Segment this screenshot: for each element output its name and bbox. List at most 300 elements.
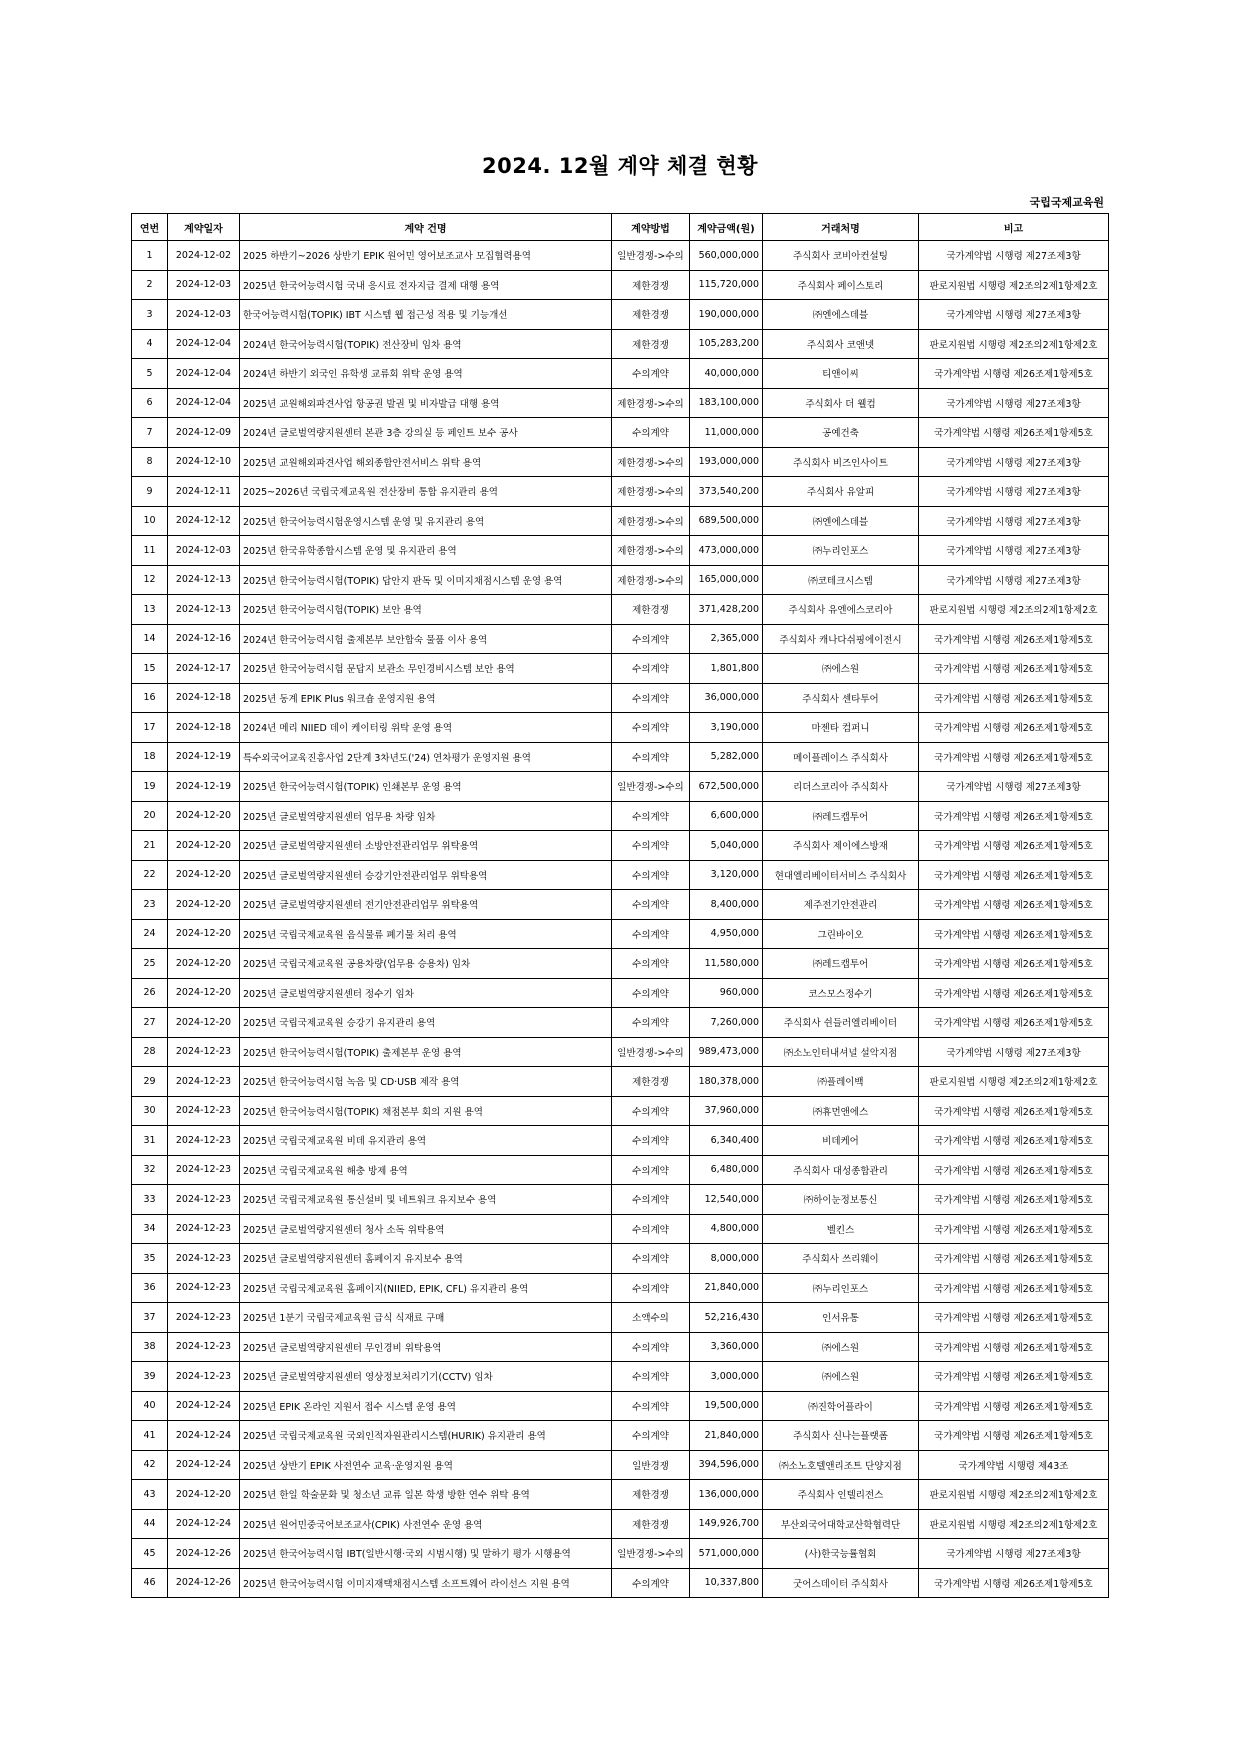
cell-amount: 5,040,000 [690,831,763,861]
cell-amount: 40,000,000 [690,359,763,389]
cell-method: 수의계약 [612,654,690,684]
cell-amount: 8,000,000 [690,1244,763,1274]
cell-date: 2024-12-20 [168,1008,240,1038]
cell-remarks: 국가계약법 시행령 제26조제1항제5호 [919,978,1109,1008]
cell-vendor: ㈜플레이백 [763,1067,919,1097]
cell-date: 2024-12-17 [168,654,240,684]
cell-amount: 473,000,000 [690,536,763,566]
table-row [132,742,1109,772]
cell-remarks: 국가계약법 시행령 제26조제1항제5호 [919,1155,1109,1185]
cell-vendor: 주식회사 대성종합관리 [763,1155,919,1185]
cell-amount: 11,000,000 [690,418,763,448]
cell-amount: 3,120,000 [690,860,763,890]
table-row [132,1008,1109,1038]
cell-remarks: 판로지원법 시행령 제2조의2제1항제2호 [919,1067,1109,1097]
cell-amount: 989,473,000 [690,1037,763,1067]
cell-vendor: 주식회사 센타투어 [763,683,919,713]
cell-remarks: 판로지원법 시행령 제2조의2제1항제2호 [919,270,1109,300]
cell-method: 수의계약 [612,742,690,772]
cell-vendor: 주식회사 제이에스방재 [763,831,919,861]
cell-date: 2024-12-16 [168,624,240,654]
cell-no: 8 [132,447,168,477]
table-row [132,1273,1109,1303]
cell-method: 수의계약 [612,978,690,1008]
cell-method: 소액수의 [612,1303,690,1333]
cell-method: 수의계약 [612,890,690,920]
cell-no: 26 [132,978,168,1008]
cell-amount: 37,960,000 [690,1096,763,1126]
cell-vendor: 주식회사 더 웰컴 [763,388,919,418]
organization-name: 국립국제교육원 [1029,196,1104,209]
cell-no: 11 [132,536,168,566]
cell-amount: 6,600,000 [690,801,763,831]
cell-date: 2024-12-03 [168,300,240,330]
table-row [132,388,1109,418]
cell-method: 수의계약 [612,418,690,448]
cell-method: 수의계약 [612,713,690,743]
cell-vendor: 주식회사 코앤넷 [763,329,919,359]
cell-date: 2024-12-09 [168,418,240,448]
cell-method: 수의계약 [612,624,690,654]
cell-method: 제한경쟁 [612,329,690,359]
cell-amount: 115,720,000 [690,270,763,300]
cell-no: 2 [132,270,168,300]
cell-method: 일반경쟁->수의 [612,1037,690,1067]
table-row [132,1214,1109,1244]
cell-amount: 2,365,000 [690,624,763,654]
cell-contract-name: 2025년 한국어능력시험 녹음 및 CD·USB 제작 용역 [240,1067,612,1097]
cell-contract-name: 2025년 국립국제교육원 통신설비 및 네트워크 유지보수 용역 [240,1185,612,1215]
table-row [132,1362,1109,1392]
cell-remarks: 국가계약법 시행령 제26조제1항제5호 [919,624,1109,654]
cell-contract-name: 2025년 상반기 EPIK 사전연수 교육·운영지원 용역 [240,1450,612,1480]
table-row [132,359,1109,389]
table-row [132,447,1109,477]
cell-vendor: 리더스코리아 주식회사 [763,772,919,802]
table-row [132,1332,1109,1362]
cell-remarks: 국가계약법 시행령 제26조제1항제5호 [919,654,1109,684]
cell-contract-name: 2025년 글로벌역량지원센터 승강기안전관리업무 위탁용역 [240,860,612,890]
cell-date: 2024-12-04 [168,388,240,418]
cell-method: 수의계약 [612,1244,690,1274]
cell-contract-name: 2025년 글로벌역량지원센터 전기안전관리업무 위탁용역 [240,890,612,920]
table-row [132,1391,1109,1421]
table-body [132,241,1109,1598]
cell-method: 제한경쟁->수의 [612,477,690,507]
cell-method: 일반경쟁->수의 [612,1539,690,1569]
cell-date: 2024-12-20 [168,1480,240,1510]
cell-amount: 19,500,000 [690,1391,763,1421]
cell-vendor: ㈜코테크시스템 [763,565,919,595]
cell-amount: 373,540,200 [690,477,763,507]
cell-remarks: 국가계약법 시행령 제26조제1항제5호 [919,1332,1109,1362]
cell-no: 28 [132,1037,168,1067]
cell-method: 수의계약 [612,801,690,831]
cell-vendor: 메이플레이스 주식회사 [763,742,919,772]
cell-no: 6 [132,388,168,418]
cell-vendor: 주식회사 코비아컨설팅 [763,241,919,271]
cell-remarks: 국가계약법 시행령 제27조제3항 [919,388,1109,418]
cell-contract-name: 2024년 한국어능력시험 출제본부 보안합숙 물품 이사 용역 [240,624,612,654]
table-row [132,418,1109,448]
cell-remarks: 국가계약법 시행령 제26조제1항제5호 [919,801,1109,831]
table-row [132,624,1109,654]
cell-remarks: 국가계약법 시행령 제27조제3항 [919,447,1109,477]
cell-no: 34 [132,1214,168,1244]
cell-vendor: ㈜진학어플라이 [763,1391,919,1421]
cell-contract-name: 2025년 글로벌역량지원센터 소방안전관리업무 위탁용역 [240,831,612,861]
cell-contract-name: 2024년 글로벌역량지원센터 본관 3층 강의실 등 페인트 보수 공사 [240,418,612,448]
cell-method: 수의계약 [612,1155,690,1185]
cell-contract-name: 2025년 국립국제교육원 해충 방제 용역 [240,1155,612,1185]
cell-date: 2024-12-20 [168,831,240,861]
cell-vendor: 부산외국어대학교산학협력단 [763,1509,919,1539]
cell-remarks: 국가계약법 시행령 제26조제1항제5호 [919,890,1109,920]
cell-amount: 3,000,000 [690,1362,763,1392]
cell-amount: 4,950,000 [690,919,763,949]
cell-method: 제한경쟁->수의 [612,506,690,536]
table-row [132,1155,1109,1185]
cell-no: 13 [132,595,168,625]
cell-method: 수의계약 [612,1214,690,1244]
cell-remarks: 판로지원법 시행령 제2조의2제1항제2호 [919,1509,1109,1539]
table-row [132,595,1109,625]
cell-contract-name: 2025년 한국어능력시험 이미지재택채점시스템 소프트웨어 라이선스 지원 용역 [240,1568,612,1598]
cell-date: 2024-12-23 [168,1037,240,1067]
cell-amount: 136,000,000 [690,1480,763,1510]
cell-amount: 180,378,000 [690,1067,763,1097]
cell-contract-name: 2025년 국립국제교육원 공용차량(업무용 승용차) 임차 [240,949,612,979]
cell-contract-name: 2025년 교원해외파견사업 해외종합안전서비스 위탁 용역 [240,447,612,477]
cell-date: 2024-12-23 [168,1362,240,1392]
cell-method: 수의계약 [612,359,690,389]
cell-amount: 371,428,200 [690,595,763,625]
cell-contract-name: 2025년 글로벌역량지원센터 업무용 차량 임차 [240,801,612,831]
cell-date: 2024-12-20 [168,860,240,890]
cell-no: 42 [132,1450,168,1480]
cell-contract-name: 2025년 글로벌역량지원센터 영상정보처리기기(CCTV) 임차 [240,1362,612,1392]
header-vendor: 거래처명 [763,214,919,241]
cell-amount: 689,500,000 [690,506,763,536]
cell-no: 36 [132,1273,168,1303]
cell-no: 27 [132,1008,168,1038]
cell-remarks: 국가계약법 시행령 제27조제3항 [919,565,1109,595]
cell-no: 12 [132,565,168,595]
cell-amount: 183,100,000 [690,388,763,418]
cell-contract-name: 2025년 한국어능력시험 IBT(일반시행·국외 시범시행) 및 말하기 평가 시행용역 [240,1539,612,1569]
table-row [132,1303,1109,1333]
cell-contract-name: 2025~2026년 국립국제교육원 전산장비 통합 유지관리 용역 [240,477,612,507]
cell-amount: 672,500,000 [690,772,763,802]
cell-date: 2024-12-18 [168,683,240,713]
table-row [132,713,1109,743]
table-row [132,1185,1109,1215]
cell-remarks: 국가계약법 시행령 제26조제1항제5호 [919,1391,1109,1421]
cell-remarks: 판로지원법 시행령 제2조의2제1항제2호 [919,329,1109,359]
cell-remarks: 국가계약법 시행령 제26조제1항제5호 [919,1244,1109,1274]
table-row [132,683,1109,713]
table-row [132,329,1109,359]
cell-contract-name: 2025년 한국어능력시험 국내 응시료 전자지급 결제 대행 용역 [240,270,612,300]
cell-method: 제한경쟁 [612,595,690,625]
cell-contract-name: 2025 하반기~2026 상반기 EPIK 원어민 영어보조교사 모집협력용역 [240,241,612,271]
cell-date: 2024-12-26 [168,1568,240,1598]
cell-contract-name: 2025년 한국어능력시험운영시스템 운영 및 유지관리 용역 [240,506,612,536]
cell-date: 2024-12-11 [168,477,240,507]
cell-method: 제한경쟁->수의 [612,565,690,595]
cell-remarks: 판로지원법 시행령 제2조의2제1항제2호 [919,595,1109,625]
cell-remarks: 국가계약법 시행령 제26조제1항제5호 [919,1096,1109,1126]
table-row [132,1509,1109,1539]
cell-no: 20 [132,801,168,831]
cell-no: 23 [132,890,168,920]
cell-contract-name: 특수외국어교육진흥사업 2단계 3차년도('24) 연차평가 운영지원 용역 [240,742,612,772]
cell-contract-name: 2025년 한국유학종합시스템 운영 및 유지관리 용역 [240,536,612,566]
cell-method: 수의계약 [612,1568,690,1598]
cell-remarks: 국가계약법 시행령 제26조제1항제5호 [919,418,1109,448]
cell-method: 일반경쟁 [612,1450,690,1480]
cell-vendor: 티앤이씨 [763,359,919,389]
cell-contract-name: 2025년 국립국제교육원 음식물류 폐기물 처리 용역 [240,919,612,949]
cell-remarks: 판로지원법 시행령 제2조의2제1항제2호 [919,1480,1109,1510]
cell-contract-name: 2024년 하반기 외국인 유학생 교류회 위탁 운영 용역 [240,359,612,389]
cell-remarks: 국가계약법 시행령 제27조제3항 [919,536,1109,566]
cell-remarks: 국가계약법 시행령 제26조제1항제5호 [919,1303,1109,1333]
cell-no: 29 [132,1067,168,1097]
cell-date: 2024-12-24 [168,1450,240,1480]
cell-contract-name: 2025년 EPIK 온라인 지원서 접수 시스템 운영 용역 [240,1391,612,1421]
cell-date: 2024-12-13 [168,595,240,625]
cell-remarks: 국가계약법 시행령 제26조제1항제5호 [919,683,1109,713]
cell-remarks: 국가계약법 시행령 제26조제1항제5호 [919,919,1109,949]
cell-method: 수의계약 [612,1421,690,1451]
cell-vendor: ㈜휴먼앤에스 [763,1096,919,1126]
cell-date: 2024-12-20 [168,978,240,1008]
cell-method: 수의계약 [612,831,690,861]
cell-method: 제한경쟁 [612,1480,690,1510]
cell-date: 2024-12-12 [168,506,240,536]
table-row [132,1480,1109,1510]
cell-date: 2024-12-23 [168,1185,240,1215]
cell-date: 2024-12-23 [168,1214,240,1244]
cell-method: 수의계약 [612,860,690,890]
cell-remarks: 국가계약법 시행령 제27조제3항 [919,1037,1109,1067]
cell-method: 일반경쟁->수의 [612,241,690,271]
cell-date: 2024-12-19 [168,772,240,802]
cell-remarks: 국가계약법 시행령 제26조제1항제5호 [919,831,1109,861]
cell-remarks: 국가계약법 시행령 제27조제3항 [919,477,1109,507]
cell-contract-name: 2025년 동계 EPIK Plus 워크숍 운영지원 용역 [240,683,612,713]
cell-contract-name: 2025년 글로벌역량지원센터 정수기 임차 [240,978,612,1008]
cell-no: 17 [132,713,168,743]
cell-vendor: 현대엘리베이터서비스 주식회사 [763,860,919,890]
cell-amount: 6,480,000 [690,1155,763,1185]
table-row [132,1067,1109,1097]
cell-date: 2024-12-20 [168,949,240,979]
cell-remarks: 국가계약법 시행령 제27조제3항 [919,241,1109,271]
cell-vendor: ㈜소노인터내셔널 설악지점 [763,1037,919,1067]
cell-date: 2024-12-26 [168,1539,240,1569]
cell-contract-name: 2025년 한국어능력시험(TOPIK) 보안 용역 [240,595,612,625]
table-row [132,565,1109,595]
cell-remarks: 국가계약법 시행령 제26조제1항제5호 [919,1214,1109,1244]
table-row [132,270,1109,300]
cell-amount: 105,283,200 [690,329,763,359]
cell-remarks: 국가계약법 시행령 제26조제1항제5호 [919,359,1109,389]
cell-amount: 4,800,000 [690,1214,763,1244]
cell-remarks: 국가계약법 시행령 제26조제1항제5호 [919,1185,1109,1215]
cell-amount: 36,000,000 [690,683,763,713]
cell-no: 19 [132,772,168,802]
table-row [132,241,1109,271]
cell-vendor: 주식회사 신나는플랫폼 [763,1421,919,1451]
cell-amount: 960,000 [690,978,763,1008]
cell-remarks: 국가계약법 시행령 제26조제1항제5호 [919,1421,1109,1451]
table-row [132,1539,1109,1569]
cell-date: 2024-12-23 [168,1067,240,1097]
cell-contract-name: 2025년 한국어능력시험(TOPIK) 답안지 판독 및 이미지채점시스템 운영 용역 [240,565,612,595]
cell-method: 수의계약 [612,1273,690,1303]
cell-date: 2024-12-20 [168,801,240,831]
cell-date: 2024-12-23 [168,1126,240,1156]
cell-contract-name: 2025년 글로벌역량지원센터 홈페이지 유지보수 용역 [240,1244,612,1274]
cell-vendor: 주식회사 비즈인사이트 [763,447,919,477]
cell-amount: 3,360,000 [690,1332,763,1362]
cell-vendor: ㈜레드캡투어 [763,801,919,831]
cell-no: 33 [132,1185,168,1215]
cell-method: 일반경쟁->수의 [612,772,690,802]
cell-remarks: 국가계약법 시행령 제26조제1항제5호 [919,1568,1109,1598]
cell-no: 22 [132,860,168,890]
cell-remarks: 국가계약법 시행령 제26조제1항제5호 [919,742,1109,772]
cell-method: 제한경쟁->수의 [612,536,690,566]
cell-amount: 394,596,000 [690,1450,763,1480]
cell-date: 2024-12-03 [168,536,240,566]
table-row [132,949,1109,979]
cell-amount: 149,926,700 [690,1509,763,1539]
cell-remarks: 국가계약법 시행령 제43조 [919,1450,1109,1480]
cell-amount: 52,216,430 [690,1303,763,1333]
cell-date: 2024-12-18 [168,713,240,743]
cell-vendor: 비데케어 [763,1126,919,1156]
cell-vendor: 굿어스데이터 주식회사 [763,1568,919,1598]
cell-vendor: 코스모스정수기 [763,978,919,1008]
cell-no: 24 [132,919,168,949]
cell-remarks: 국가계약법 시행령 제26조제1항제5호 [919,1126,1109,1156]
header-amount: 계약금액(원) [690,214,763,241]
cell-vendor: ㈜레드캡투어 [763,949,919,979]
cell-amount: 11,580,000 [690,949,763,979]
table-row [132,919,1109,949]
cell-method: 제한경쟁 [612,1509,690,1539]
cell-date: 2024-12-23 [168,1244,240,1274]
cell-date: 2024-12-23 [168,1332,240,1362]
cell-amount: 3,190,000 [690,713,763,743]
table-row [132,772,1109,802]
cell-no: 5 [132,359,168,389]
cell-method: 수의계약 [612,949,690,979]
cell-vendor: 제주전기안전관리 [763,890,919,920]
cell-amount: 5,282,000 [690,742,763,772]
cell-amount: 1,801,800 [690,654,763,684]
cell-remarks: 국가계약법 시행령 제27조제3항 [919,300,1109,330]
header-contract-name: 계약 건명 [240,214,612,241]
cell-contract-name: 2025년 국립국제교육원 승강기 유지관리 용역 [240,1008,612,1038]
cell-vendor: 벨킨스 [763,1214,919,1244]
cell-no: 40 [132,1391,168,1421]
cell-no: 41 [132,1421,168,1451]
cell-contract-name: 2025년 국립국제교육원 국외인적자원관리시스템(HURIK) 유지관리 용역 [240,1421,612,1451]
cell-remarks: 국가계약법 시행령 제27조제3항 [919,1539,1109,1569]
cell-remarks: 국가계약법 시행령 제26조제1항제5호 [919,1008,1109,1038]
cell-no: 4 [132,329,168,359]
header-date: 계약일자 [168,214,240,241]
cell-date: 2024-12-04 [168,329,240,359]
cell-contract-name: 2025년 원어민중국어보조교사(CPIK) 사전연수 운영 용역 [240,1509,612,1539]
cell-method: 수의계약 [612,1126,690,1156]
cell-vendor: ㈜하이눈정보통신 [763,1185,919,1215]
cell-method: 수의계약 [612,1332,690,1362]
table-header-row [132,214,1109,241]
cell-vendor: ㈜엔에스데블 [763,506,919,536]
table-row [132,1244,1109,1274]
cell-no: 10 [132,506,168,536]
cell-method: 수의계약 [612,683,690,713]
cell-vendor: 주식회사 쉰들러엘리베이터 [763,1008,919,1038]
cell-vendor: 주식회사 페이스토리 [763,270,919,300]
cell-contract-name: 2025년 교원해외파견사업 항공권 발권 및 비자발급 대행 용역 [240,388,612,418]
table-row [132,831,1109,861]
cell-vendor: ㈜에스원 [763,654,919,684]
cell-contract-name: 2024년 메리 NIIED 데이 케이터링 위탁 운영 용역 [240,713,612,743]
page-title: 2024. 12월 계약 체결 현황 [482,154,758,178]
cell-amount: 193,000,000 [690,447,763,477]
table-row [132,477,1109,507]
cell-contract-name: 2025년 한일 학술문화 및 청소년 교류 일본 학생 방한 연수 위탁 용역 [240,1480,612,1510]
cell-vendor: 주식회사 인텔리전스 [763,1480,919,1510]
cell-contract-name: 한국어능력시험(TOPIK) IBT 시스템 웹 접근성 적용 및 기능개선 [240,300,612,330]
cell-no: 38 [132,1332,168,1362]
cell-no: 45 [132,1539,168,1569]
cell-date: 2024-12-23 [168,1155,240,1185]
cell-method: 수의계약 [612,919,690,949]
cell-contract-name: 2025년 한국어능력시험 문답지 보관소 무인경비시스템 보안 용역 [240,654,612,684]
cell-vendor: 그린바이오 [763,919,919,949]
cell-amount: 165,000,000 [690,565,763,595]
table-row [132,978,1109,1008]
cell-date: 2024-12-20 [168,890,240,920]
header-no: 연번 [132,214,168,241]
table-row [132,536,1109,566]
cell-no: 39 [132,1362,168,1392]
cell-vendor: 주식회사 유알피 [763,477,919,507]
cell-vendor: 주식회사 유엔에스코리아 [763,595,919,625]
table-row [132,1126,1109,1156]
cell-date: 2024-12-24 [168,1391,240,1421]
table-row [132,506,1109,536]
cell-amount: 12,540,000 [690,1185,763,1215]
cell-remarks: 국가계약법 시행령 제26조제1항제5호 [919,860,1109,890]
cell-method: 수의계약 [612,1185,690,1215]
cell-date: 2024-12-24 [168,1421,240,1451]
cell-date: 2024-12-24 [168,1509,240,1539]
cell-method: 제한경쟁->수의 [612,447,690,477]
cell-vendor: ㈜에스원 [763,1362,919,1392]
cell-contract-name: 2025년 국립국제교육원 비데 유지관리 용역 [240,1126,612,1156]
cell-method: 제한경쟁 [612,300,690,330]
cell-no: 9 [132,477,168,507]
table-row [132,1450,1109,1480]
